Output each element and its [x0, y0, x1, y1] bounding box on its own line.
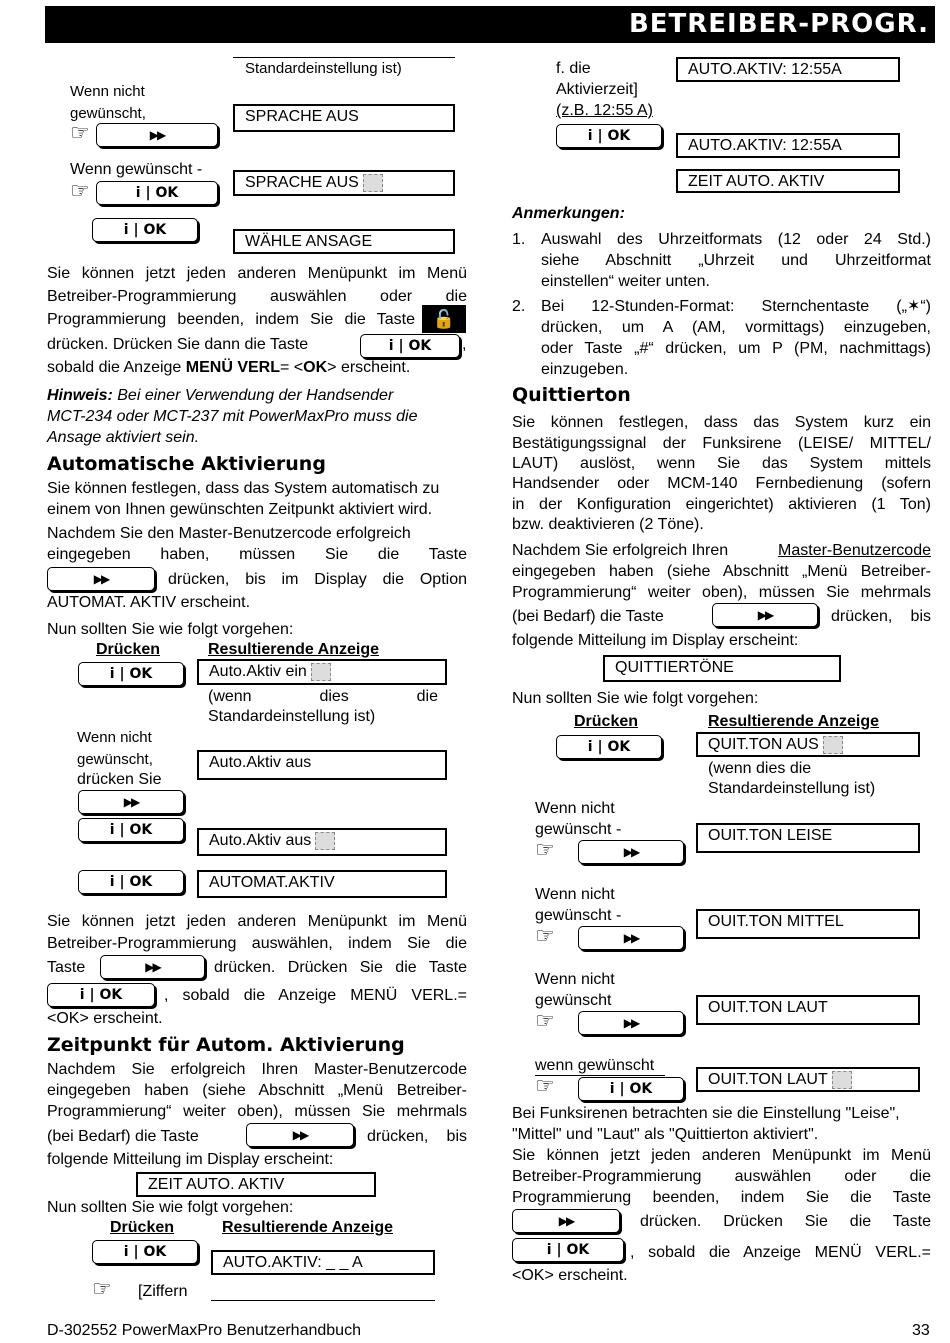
- text: Nun sollten Sie wie folgt vorgehen:: [512, 690, 759, 707]
- text: gewünscht,: [77, 751, 153, 768]
- ok-key-button[interactable]: i | OK: [96, 181, 218, 205]
- display-quit-ton-laut: OUIT.TON LAUT: [696, 995, 920, 1025]
- next-key-button[interactable]: ▶▶: [512, 1209, 620, 1233]
- text: Wenn nicht: [77, 729, 152, 746]
- next-key-button[interactable]: ▶▶: [578, 1011, 684, 1035]
- text: Nachdem Sie erfolgreich Ihren Master-Benutzercode: [512, 542, 931, 559]
- text: Ansage aktiviert sein.: [47, 429, 200, 446]
- display-quit-ton-aus: QUIT.TON AUS: [696, 732, 920, 757]
- text: Bestätigungssignal der Funksirene (LEISE/ MITTEL/: [512, 435, 931, 452]
- ok-key-button[interactable]: i | OK: [78, 870, 184, 894]
- ok-key-button[interactable]: i | OK: [78, 662, 184, 686]
- text: Betreiber-Programmierung auswählen oder die: [47, 288, 467, 305]
- text: einzugeben.: [541, 361, 629, 378]
- hand-pointer-icon: ☞: [70, 120, 90, 145]
- next-key-button[interactable]: ▶▶: [578, 926, 684, 950]
- text: Handsender oder MCM-140 Fernbedienung (sofern: [512, 475, 931, 492]
- divider: [211, 1300, 435, 1301]
- text: Sie können jetzt jeden anderen Menüpunkt im Menü: [47, 913, 467, 930]
- ok-key-button[interactable]: i | OK: [360, 334, 460, 358]
- page-header: BETREIBER-PROGR.: [45, 6, 935, 43]
- section-heading: Quittierton: [512, 384, 631, 406]
- next-key-button[interactable]: ▶▶: [712, 603, 818, 627]
- text: AUTOMAT. AKTIV erscheint.: [47, 594, 251, 611]
- section-heading: Zeitpunkt für Autom. Aktivierung: [47, 1034, 405, 1056]
- column-header-press: Drücken: [96, 641, 161, 658]
- text: Bei Funksirenen betrachten sie die Einstellung "Leise",: [512, 1105, 900, 1122]
- cursor-block: [315, 832, 335, 850]
- text: Sie können jetzt jeden anderen Menüpunkt im Menü: [47, 265, 467, 282]
- ok-key-button[interactable]: i | OK: [47, 983, 155, 1007]
- text: Nun sollten Sie wie folgt vorgehen:: [47, 621, 294, 638]
- ok-key-button[interactable]: i | OK: [578, 1077, 684, 1101]
- ok-key-button[interactable]: i | OK: [556, 124, 662, 148]
- text: , sobald die Anzeige MENÜ VERL.=: [164, 987, 467, 1004]
- display-auto-aktiv-ein: Auto.Aktiv ein: [197, 659, 447, 685]
- section-heading: Automatische Aktivierung: [47, 453, 326, 475]
- text: wenn gewünscht: [535, 1057, 655, 1074]
- text: Standardeinstellung ist): [245, 60, 402, 77]
- text: folgende Mitteilung im Display erscheint:: [47, 1151, 334, 1168]
- text: (bei Bedarf) die Taste: [512, 608, 664, 625]
- text: Standardeinstellung ist): [708, 780, 876, 797]
- divider: [233, 57, 455, 58]
- text: Wenn nicht gewünscht,: [70, 83, 146, 122]
- ok-key-button[interactable]: i | OK: [512, 1238, 624, 1262]
- text: drücken, bis: [831, 608, 931, 625]
- display-auto-aktiv-1255: AUTO.AKTIV: 12:55A: [676, 57, 900, 82]
- cursor-block: [363, 174, 383, 192]
- text: Nachdem Sie erfolgreich Ihren Master-Benutzercode: [47, 1061, 467, 1078]
- hand-pointer-icon: ☞: [70, 178, 90, 203]
- text: drücken. Drücken Sie die Taste: [640, 1213, 931, 1230]
- column-header-display: Resultierende Anzeige: [222, 1219, 394, 1236]
- hinweis-note: Hinweis: Bei einer Verwendung der Handsender: [47, 387, 394, 404]
- text: Sie können jetzt jeden anderen Menüpunkt im Menü: [512, 1147, 931, 1164]
- text: Betreiber-Programmierung auswählen oder die: [512, 1168, 931, 1185]
- text: <OK> erscheint.: [47, 1010, 163, 1027]
- text: drücken Sie: [77, 771, 162, 788]
- cursor-block: [832, 1071, 852, 1089]
- text: bzw. deaktivieren (2 Töne).: [512, 516, 704, 533]
- text: (bei Bedarf) die Taste: [47, 1128, 199, 1145]
- text: (wenn dies die: [708, 760, 812, 777]
- text: MCT-234 oder MCT-237 mit PowerMaxPro muss die: [47, 408, 418, 425]
- text: Standardeinstellung ist): [208, 708, 376, 725]
- column-header-press: Drücken: [110, 1219, 175, 1236]
- text: oder Taste „#“ drücken, um P (PM, nachmittags): [541, 340, 931, 357]
- hand-pointer-icon: ☞: [535, 1073, 555, 1098]
- lock-key-icon[interactable]: 🔓: [422, 305, 466, 333]
- column-header-display: Resultierende Anzeige: [208, 641, 380, 658]
- next-key-button[interactable]: ▶▶: [100, 955, 205, 979]
- text: Wenn gewünscht -: [70, 161, 203, 178]
- display-automat-aktiv: AUTOMAT.AKTIV: [197, 870, 447, 898]
- display-quit-ton-leise: OUIT.TON LEISE: [696, 823, 920, 853]
- display-quit-ton-mittel: OUIT.TON MITTEL: [696, 909, 920, 939]
- text: Wenn nicht: [535, 800, 615, 817]
- ok-key-button[interactable]: i | OK: [78, 818, 184, 842]
- hand-pointer-icon: ☞: [535, 837, 555, 862]
- text: Programmierung“ weiter oben), müssen Sie mehrmals: [512, 584, 931, 601]
- text: (z.B. 12:55 A): [556, 102, 653, 119]
- text: drücken. Drücken Sie die Taste: [214, 959, 467, 976]
- text: drücken, um A (AM, vormittags) einzugeben,: [541, 319, 931, 336]
- text: LAUT) auslöst, wenn Sie das System mittels: [512, 455, 931, 472]
- text: Bei 12-Stunden-Format: Sternchentaste („✶“): [541, 298, 931, 315]
- text: drücken, bis: [367, 1128, 467, 1145]
- text: (wenn dies die: [208, 688, 438, 705]
- text: folgende Mitteilung im Display erscheint:: [512, 632, 799, 649]
- text: <OK> erscheint.: [512, 1267, 628, 1284]
- ok-key-button[interactable]: i | OK: [92, 218, 198, 242]
- display-auto-aktiv-1255-2: AUTO.AKTIV: 12:55A: [676, 133, 900, 158]
- text: siehe Abschnitt „Uhrzeit und Uhrzeitformat: [541, 252, 931, 269]
- text: drücken. Drücken Sie dann die Taste: [47, 336, 309, 353]
- text: Programmierung“ weiter oben), müssen Sie mehrmals: [47, 1103, 467, 1120]
- display-waehle-ansage: WÄHLE ANSAGE: [233, 229, 455, 254]
- text: einem von Ihnen gewünschten Zeitpunkt aktiviert wird.: [47, 501, 433, 518]
- text: drücken, bis im Display die Option: [168, 571, 467, 588]
- next-key-button[interactable]: ▶▶: [78, 790, 184, 814]
- text: Wenn nicht: [535, 886, 615, 903]
- next-key-button[interactable]: ▶▶: [47, 567, 155, 591]
- text: Programmierung beenden, indem Sie die Taste: [47, 311, 415, 328]
- text: Sie können festlegen, dass das System automatisch zu: [47, 480, 440, 497]
- next-key-button[interactable]: ▶▶: [246, 1123, 354, 1147]
- cursor-block: [311, 663, 331, 681]
- column-header-display: Resultierende Anzeige: [708, 713, 880, 730]
- footer-doc-title: D-302552 PowerMaxPro Benutzerhandbuch: [47, 1322, 361, 1339]
- display-auto-aktiv-aus-2: Auto.Aktiv aus: [197, 828, 447, 856]
- cursor-block: [823, 736, 843, 754]
- text: , sobald die Anzeige MENÜ VERL.=: [630, 1244, 931, 1261]
- display-sprache-aus-2: SPRACHE AUS: [233, 170, 455, 196]
- text: 2.: [512, 298, 526, 315]
- text: einstellen“ weiter unten.: [541, 273, 710, 290]
- text: gewünscht -: [535, 821, 622, 838]
- next-key-button[interactable]: ▶▶: [96, 123, 218, 147]
- display-auto-aktiv-blank: AUTO.AKTIV: _ _ A: [211, 1250, 435, 1275]
- display-zeit-auto-aktiv: ZEIT AUTO. AKTIV: [136, 1172, 376, 1197]
- text: Nachdem Sie den Master-Benutzercode erfolgreich: [47, 525, 411, 542]
- text: ,: [462, 336, 467, 353]
- display-quittiertoene: QUITTIERTÖNE: [603, 655, 841, 682]
- hand-pointer-icon: ☞: [535, 1008, 555, 1033]
- hand-pointer-icon: ☞: [92, 1276, 112, 1301]
- text: Betreiber-Programmierung auswählen, indem Sie die: [47, 935, 467, 952]
- text: gewünscht: [535, 992, 612, 1009]
- text: in der Konfiguration eingerichtet) aktivieren (1 Ton): [512, 496, 931, 513]
- text: 1.: [512, 231, 526, 248]
- next-key-button[interactable]: ▶▶: [578, 840, 684, 864]
- text: Nun sollten Sie wie folgt vorgehen:: [47, 1199, 294, 1216]
- hand-pointer-icon: ☞: [535, 923, 555, 948]
- text: eingegeben haben (siehe Abschnitt „Menü Betreiber-: [512, 563, 931, 580]
- display-sprache-aus: SPRACHE AUS: [233, 104, 455, 132]
- text: Programmierung beenden, indem Sie die Taste: [512, 1189, 931, 1206]
- column-header-press: Drücken: [574, 713, 639, 730]
- text: gewünscht -: [535, 907, 622, 924]
- text: sobald die Anzeige MENÜ VERL= <OK> erscheint.: [47, 359, 411, 376]
- text: eingegeben haben, müssen Sie die Taste: [47, 546, 467, 563]
- text: Sie können festlegen, dass das System kurz ein: [512, 414, 931, 431]
- notes-heading: Anmerkungen:: [512, 205, 625, 222]
- ok-key-button[interactable]: i | OK: [92, 1240, 198, 1264]
- ok-key-button[interactable]: i | OK: [556, 735, 662, 759]
- text: Aktivierzeit]: [556, 81, 638, 98]
- text: eingegeben haben (siehe Abschnitt „Menü Betreiber-: [47, 1082, 467, 1099]
- text: [Ziffern: [138, 1283, 188, 1300]
- page-number: 33: [912, 1322, 930, 1339]
- display-zeit-auto-aktiv-2: ZEIT AUTO. AKTIV: [676, 169, 900, 193]
- text: Wenn nicht: [535, 971, 615, 988]
- text: Auswahl des Uhrzeitformats (12 oder 24 Std.): [541, 231, 931, 248]
- text: "Mittel" und "Laut" als "Quittierton aktiviert".: [512, 1126, 819, 1143]
- display-auto-aktiv-aus: Auto.Aktiv aus: [197, 750, 447, 780]
- text: f. die: [556, 60, 591, 77]
- display-quit-ton-laut-2: OUIT.TON LAUT: [696, 1067, 920, 1092]
- text: Taste: [47, 959, 86, 976]
